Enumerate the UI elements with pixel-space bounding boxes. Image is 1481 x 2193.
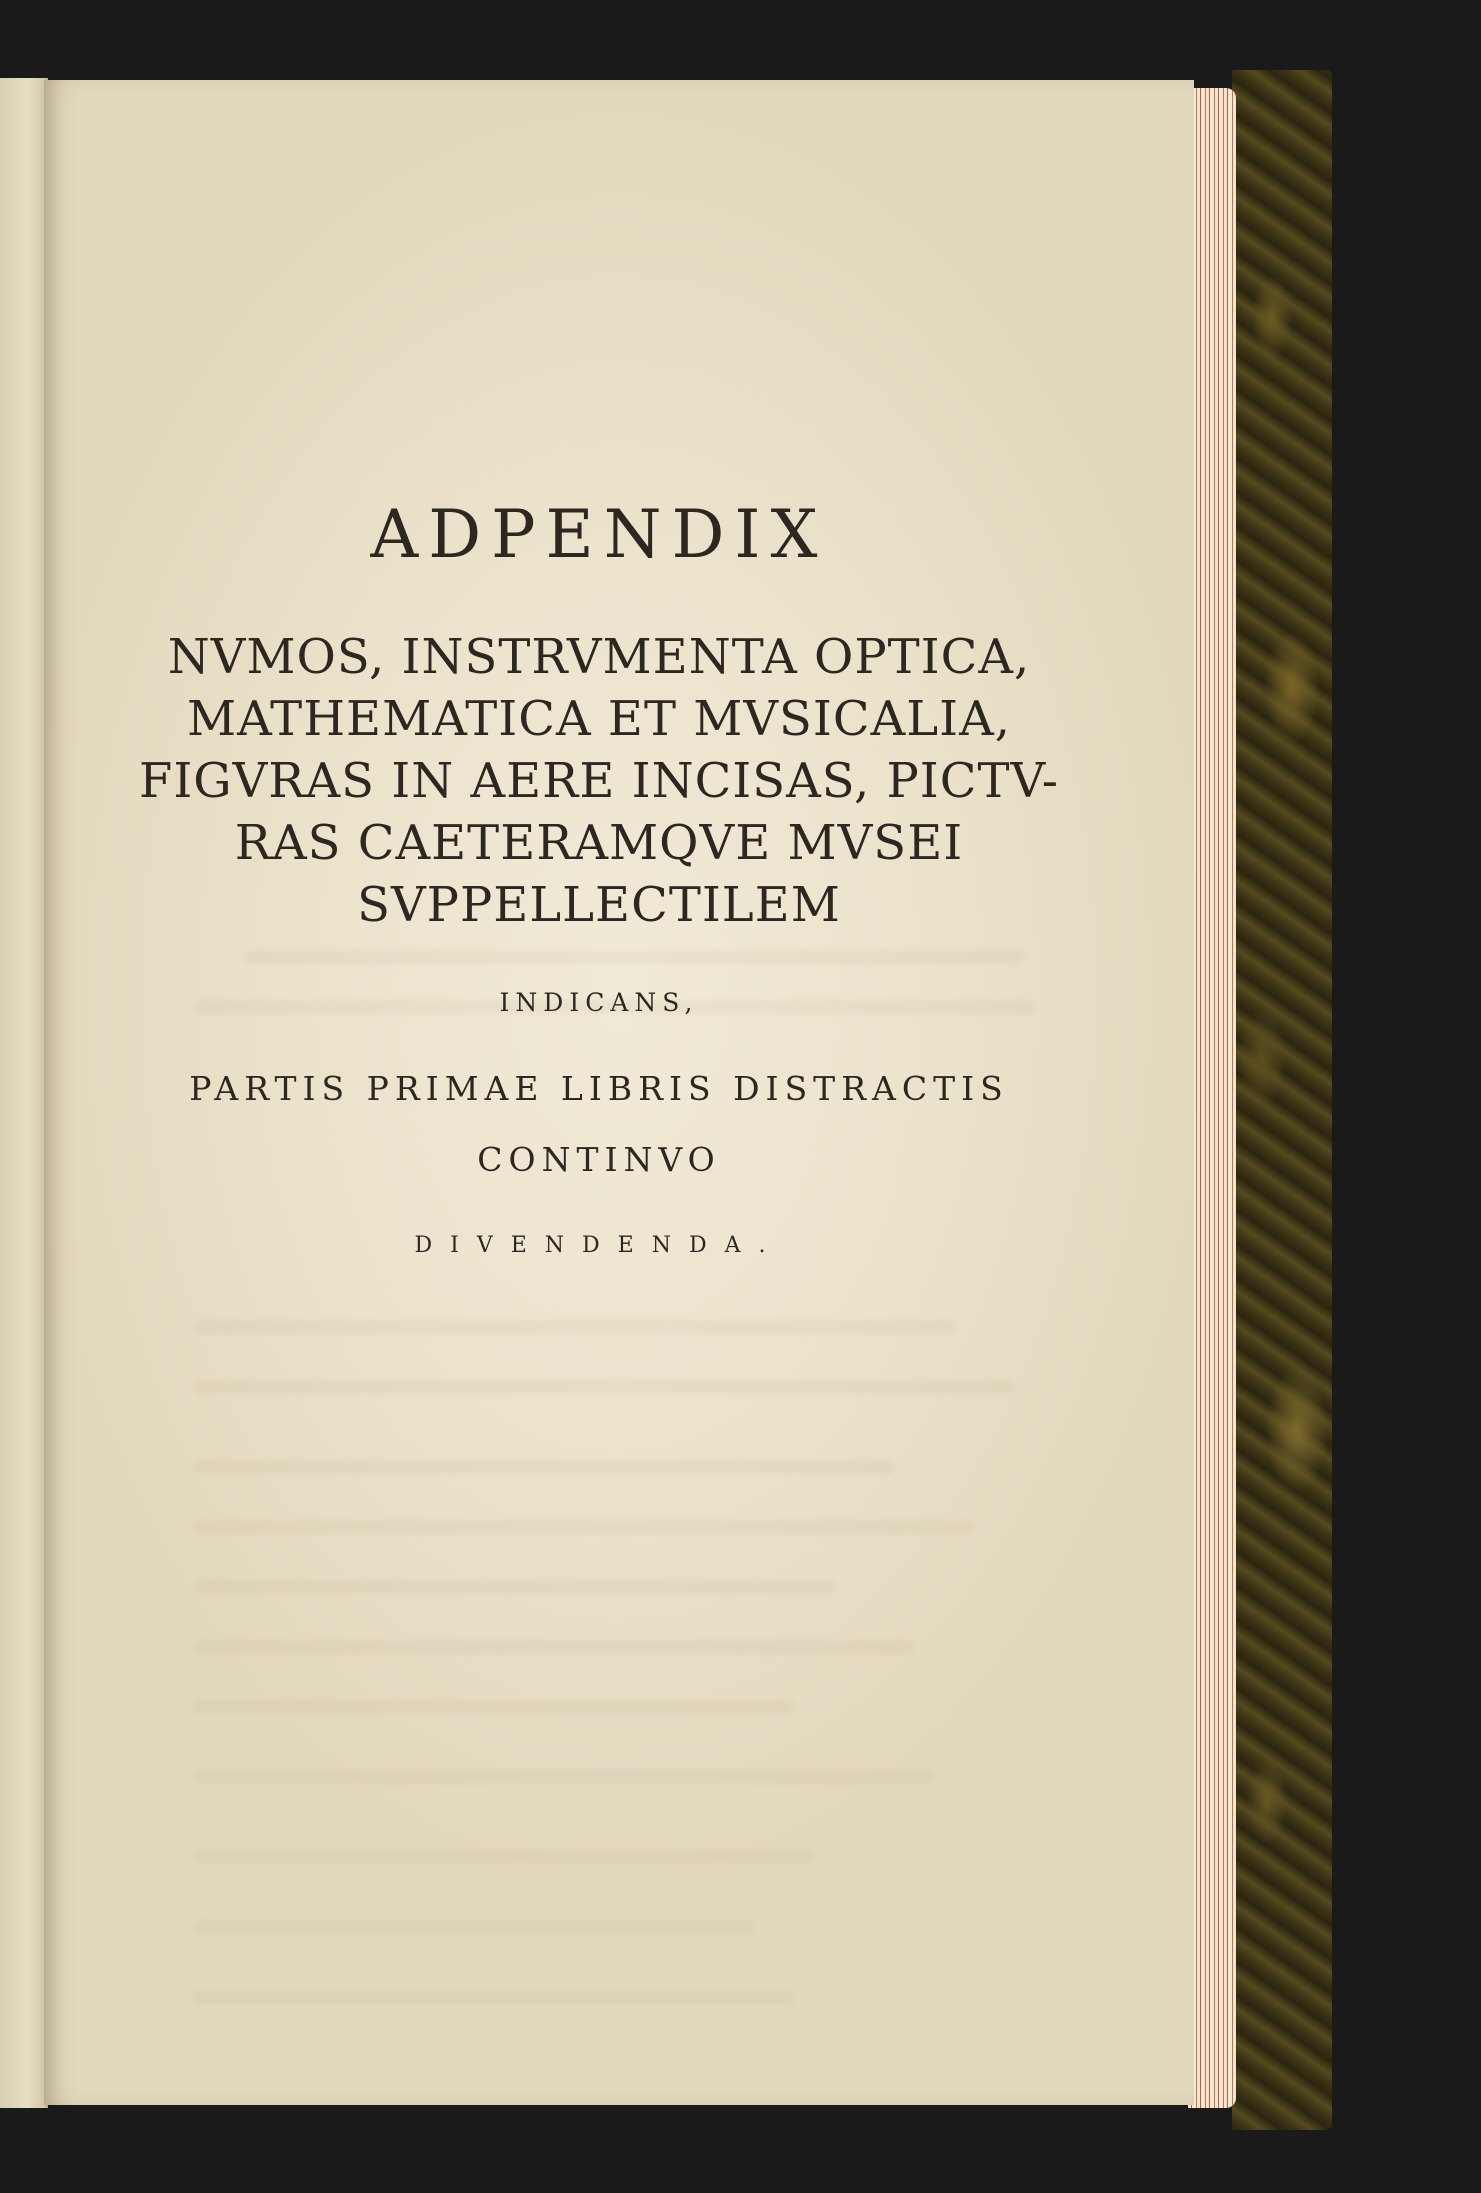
divendenda-line: DIVENDENDA. (414, 1233, 784, 1258)
show-through (194, 1320, 954, 1334)
show-through (194, 1380, 1014, 1394)
show-through (194, 1580, 834, 1594)
show-through (194, 1770, 934, 1784)
show-through (194, 1990, 794, 2004)
show-through (194, 1640, 914, 1654)
marbled-cover (1232, 70, 1332, 2130)
subtitle-line-2: MATHEMATICA ET MVSICALIA, (186, 691, 1012, 747)
subtitle-line-1: NVMOS, INSTRVMENTA OPTICA, (167, 629, 1031, 685)
continuo-line: CONTINVO (477, 1140, 721, 1179)
show-through (194, 1520, 974, 1534)
page-title: ADPENDIX (370, 496, 828, 573)
indicans-line: INDICANS, (499, 988, 699, 1017)
subtitle-line-5: SVPPELLECTILEM (357, 877, 841, 933)
partis-line: PARTIS PRIMAE LIBRIS DISTRACTIS (189, 1069, 1009, 1108)
subtitle-line-4: RAS CAETERAMQVE MVSEI (234, 815, 964, 871)
page-edges (1188, 88, 1236, 2108)
show-through (194, 1460, 894, 1474)
show-through (194, 1700, 794, 1714)
show-through (194, 1920, 754, 1934)
subtitle-line-3: FIGVRAS IN AERE INCISAS, PICTV- (139, 753, 1059, 809)
title-text-block (44, 480, 1194, 1258)
show-through (194, 1850, 814, 1864)
